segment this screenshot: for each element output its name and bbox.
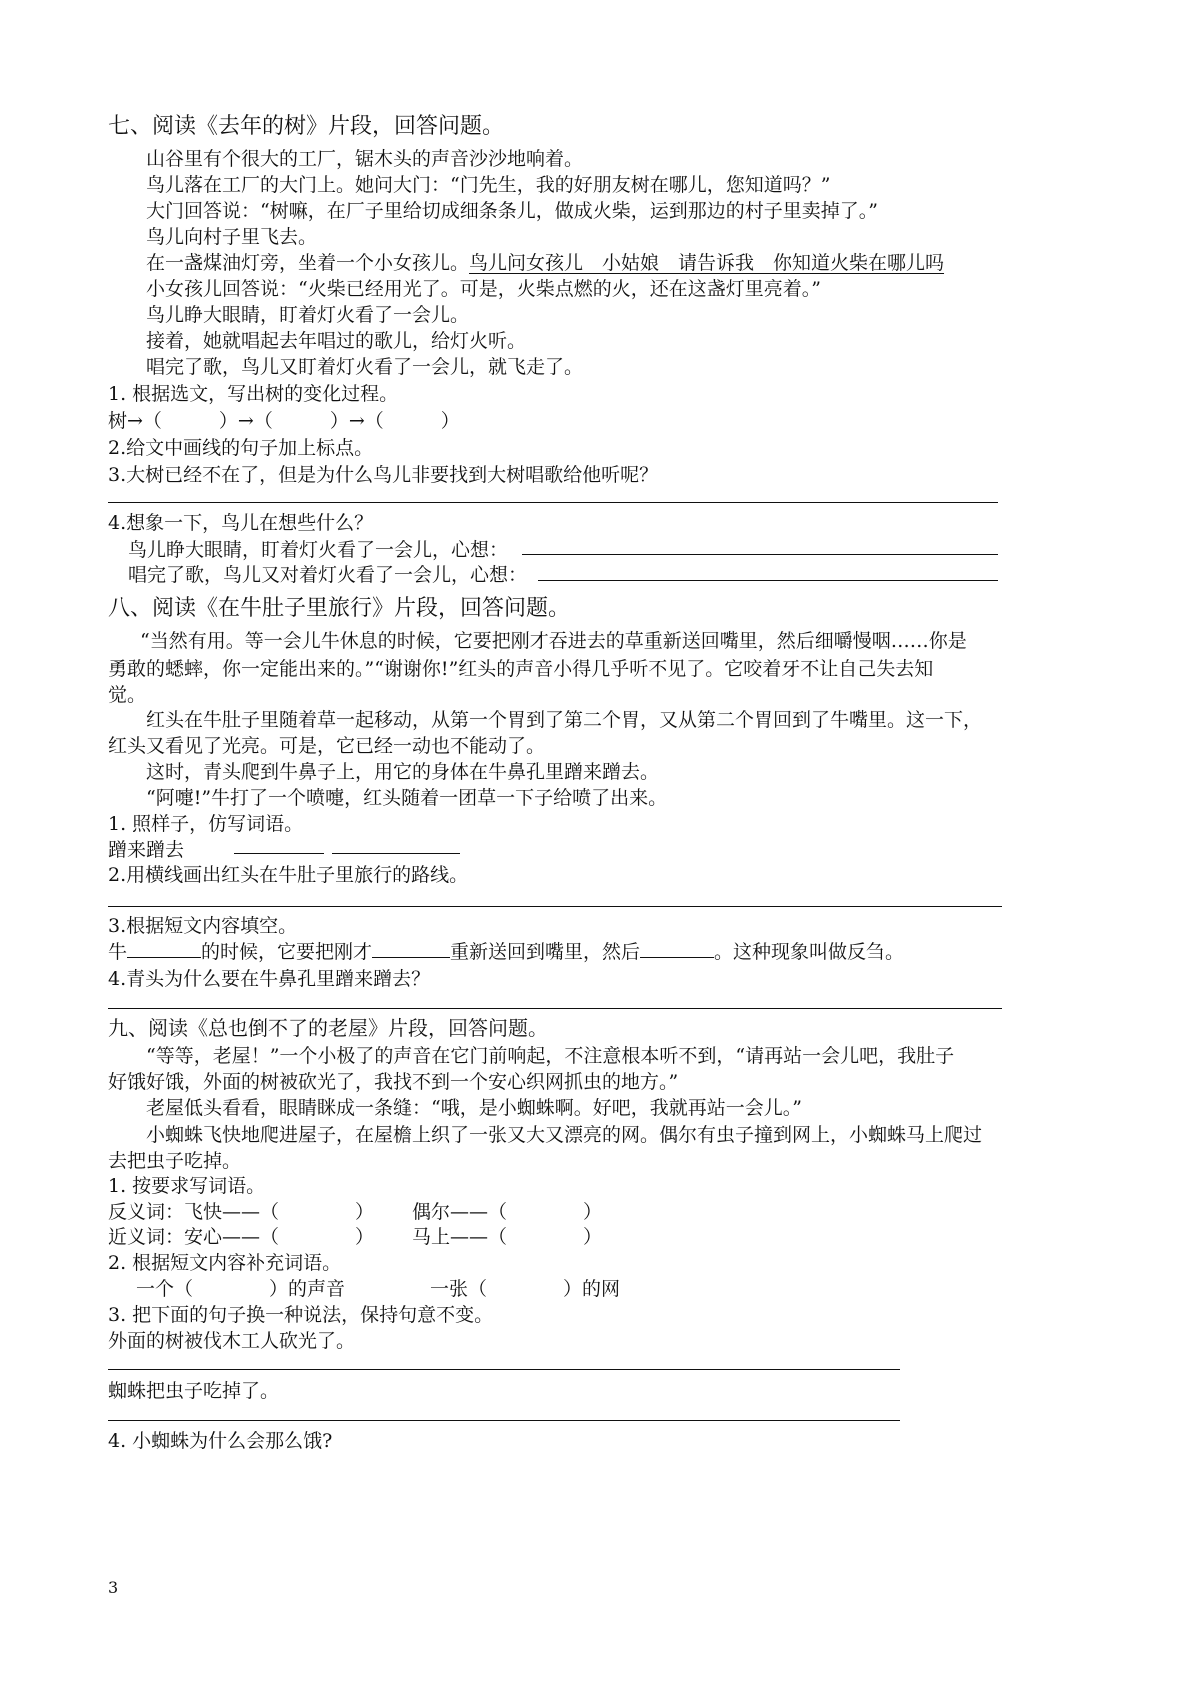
s8-q3-fill	[108, 939, 904, 965]
s9-passage-line: 老屋低头看看，眼睛眯成一条缝：“哦，是小蜘蛛啊。好吧，我就再站一会儿。”	[146, 1097, 802, 1119]
s9-passage-line: “等等，老屋！”一个小极了的声音在它门前响起，不注意根本听不到，“请再站一会儿吧，我肚子	[146, 1045, 955, 1067]
s8-q3-text: 。这种现象叫做反刍。	[714, 941, 905, 963]
answer-blank[interactable]	[332, 853, 460, 854]
s8-passage-line: 勇敢的蟋蟀，你一定能出来的。”“谢谢你!”红头的声音小得几乎听不见了。它咬着牙不让自己失去知	[108, 658, 934, 680]
answer-line[interactable]	[108, 906, 1002, 907]
s8-q3-text: 牛	[108, 941, 128, 963]
s9-question-1: 1. 按要求写词语。	[108, 1175, 266, 1197]
s9-passage-line: 好饿好饿，外面的树被砍光了，我找不到一个安心织网抓虫的地方。”	[108, 1071, 679, 1093]
s8-passage-line: “阿嚏!”牛打了一个喷嚏，红头随着一团草一下子给喷了出来。	[146, 787, 668, 809]
answer-line[interactable]	[538, 580, 998, 581]
answer-blank[interactable]	[640, 939, 714, 958]
s9-q1-synonym: 近义词：安心——（ ）	[108, 1226, 375, 1248]
s7-question-1: 1. 根据选文，写出树的变化过程。	[108, 383, 399, 405]
s7-passage-line: 唱完了歌，鸟儿又盯着灯火看了一会儿，就飞走了。	[146, 356, 584, 378]
s9-q1-synonym: 马上——（ ）	[412, 1226, 603, 1248]
s9-q2-phrase: 一张（ ）的网	[430, 1278, 621, 1300]
answer-blank[interactable]	[372, 939, 450, 958]
answer-blank[interactable]	[127, 939, 201, 958]
s7-passage-text: 在一盏煤油灯旁，坐着一个小女孩儿。	[146, 252, 470, 274]
section-7-title: 七、阅读《去年的树》片段，回答问题。	[108, 114, 505, 139]
s9-q1-antonym: 反义词：飞快——（ ）	[108, 1201, 375, 1223]
s7-question-2: 2.给文中画线的句子加上标点。	[108, 437, 374, 459]
s9-q2-phrase: 一个（ ）的声音	[136, 1278, 346, 1300]
s7-passage-line: 接着，她就唱起去年唱过的歌儿，给灯火听。	[146, 330, 527, 352]
s7-passage-line: 鸟儿睁大眼睛，盯着灯火看了一会儿。	[146, 304, 470, 326]
s8-passage-line: 红头又看见了光亮。可是，它已经一动也不能动了。	[108, 735, 546, 757]
s7-tree-chain: 树→（ ）→（ ）→（ ）	[108, 410, 460, 432]
s7-passage-line	[146, 250, 944, 276]
answer-blank[interactable]	[234, 853, 324, 854]
s9-question-3: 3. 把下面的句子换一种说法，保持句意不变。	[108, 1304, 494, 1326]
s7-question-3: 3.大树已经不在了，但是为什么鸟儿非要找到大树唱歌给他听呢？	[108, 464, 659, 486]
s9-q3-sentence: 蜘蛛把虫子吃掉了。	[108, 1380, 280, 1402]
s8-question-2: 2.用横线画出红头在牛肚子里旅行的路线。	[108, 864, 469, 886]
underlined-sentence: 鸟儿问女孩儿 小姑娘 请告诉我 你知道火柴在哪儿吗	[469, 252, 945, 274]
s8-q3-text: 的时候，它要把刚才	[201, 941, 373, 963]
s8-question-1: 1. 照样子，仿写词语。	[108, 813, 304, 835]
answer-line[interactable]	[108, 1008, 1002, 1009]
answer-line[interactable]	[108, 1420, 900, 1421]
s7-q4-prompt-b: 唱完了歌，鸟儿又对着灯火看了一会儿，心想：	[128, 564, 528, 586]
s8-q3-text: 重新送回到嘴里，然后	[450, 941, 641, 963]
s8-question-3: 3.根据短文内容填空。	[108, 915, 298, 937]
s8-passage-line: 这时，青头爬到牛鼻子上，用它的身体在牛鼻孔里蹭来蹭去。	[146, 761, 660, 783]
page-number: 3	[108, 1578, 119, 1597]
s9-q1-antonym: 偶尔——（ ）	[412, 1201, 603, 1223]
answer-line[interactable]	[108, 1369, 900, 1370]
s7-q4-prompt-a: 鸟儿睁大眼睛，盯着灯火看了一会儿，心想：	[128, 539, 509, 561]
section-8-title: 八、阅读《在牛肚子里旅行》片段，回答问题。	[108, 596, 571, 621]
s8-passage-line: “当然有用。等一会儿牛休息的时候，它要把刚才吞进去的草重新送回嘴里，然后细嚼慢咽……你是	[140, 630, 967, 652]
s9-passage-line: 去把虫子吃掉。	[108, 1150, 242, 1172]
s9-question-4: 4. 小蜘蛛为什么会那么饿?	[108, 1430, 333, 1452]
answer-line[interactable]	[522, 554, 998, 555]
s8-passage-line: 觉。	[108, 684, 147, 706]
s7-question-4: 4.想象一下，鸟儿在想些什么？	[108, 512, 374, 534]
s8-question-4: 4.青头为什么要在牛鼻孔里蹭来蹭去？	[108, 968, 431, 990]
answer-line[interactable]	[108, 502, 998, 503]
s7-passage-line: 大门回答说：“树嘛，在厂子里给切成细条条儿，做成火柴，运到那边的村子里卖掉了。”	[146, 200, 878, 222]
s8-q1-example: 蹭来蹭去	[108, 839, 185, 861]
s7-passage-line: 小女孩儿回答说：“火柴已经用光了。可是，火柴点燃的火，还在这盏灯里亮着。”	[146, 278, 821, 300]
s8-passage-line: 红头在牛肚子里随着草一起移动，从第一个胃到了第二个胃，又从第二个胃回到了牛嘴里。这一下，	[146, 709, 983, 731]
s9-q3-sentence: 外面的树被伐木工人砍光了。	[108, 1330, 356, 1352]
s7-passage-line: 鸟儿落在工厂的大门上。她问大门：“门先生，我的好朋友树在哪儿，您知道吗？”	[146, 174, 831, 196]
section-9-title: 九、阅读《总也倒不了的老屋》片段，回答问题。	[108, 1016, 548, 1040]
s7-passage-line: 鸟儿向村子里飞去。	[146, 226, 318, 248]
s9-question-2: 2. 根据短文内容补充词语。	[108, 1252, 342, 1274]
s7-passage-line: 山谷里有个很大的工厂，锯木头的声音沙沙地响着。	[146, 148, 584, 170]
s9-passage-line: 小蜘蛛飞快地爬进屋子，在屋檐上织了一张又大又漂亮的网。偶尔有虫子撞到网上，小蜘蛛马上爬过	[146, 1124, 983, 1146]
